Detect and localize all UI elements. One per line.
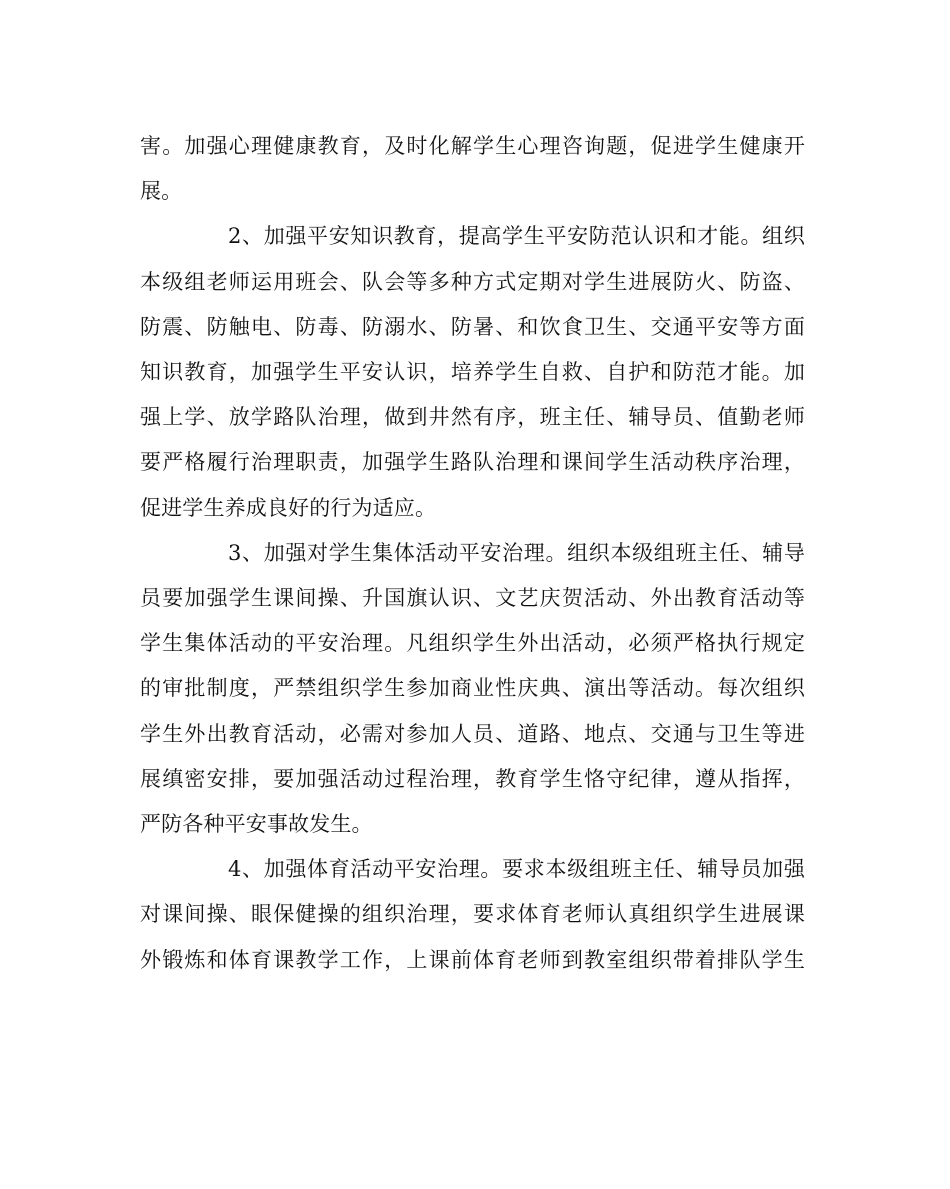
text-line: 外锻炼和体育课教学工作，上课前体育老师到教室组织带着排队学生 [140, 947, 805, 972]
text-line: 防震、防触电、防毒、防溺水、防暑、和饮食卫生、交通平安等方面 [140, 314, 805, 339]
text-line: 4、加强体育活动平安治理。要求本级组班主任、辅导员加强 [228, 857, 805, 882]
text-line: 对课间操、眼保健操的组织治理，要求体育老师认真组织学生进展课 [140, 902, 805, 927]
text-line: 学生外出教育活动，必需对参加人员、道路、地点、交通与卫生等进 [140, 721, 805, 746]
text-line: 严防各种平安事故发生。 [140, 812, 373, 837]
text-line: 要严格履行治理职责，加强学生路队治理和课间学生活动秩序治理， [140, 450, 805, 475]
text-line: 强上学、放学路队治理，做到井然有序，班主任、辅导员、值勤老师 [140, 405, 805, 430]
text-line: 学生集体活动的平安治理。凡组织学生外出活动，必须严格执行规定 [140, 631, 805, 656]
text-line: 促进学生养成良好的行为适应。 [140, 495, 437, 520]
text-line: 3、加强对学生集体活动平安治理。组织本级组班主任、辅导 [228, 540, 805, 565]
text-line: 展缜密安排，要加强活动过程治理，教育学生恪守纪律，遵从指挥， [140, 766, 805, 791]
text-line: 知识教育，加强学生平安认识，培养学生自救、自护和防范才能。加 [140, 360, 805, 385]
paragraph-item-3 [140, 531, 805, 847]
document-body [140, 124, 805, 983]
paragraph-1-continuation [140, 124, 805, 214]
paragraph-item-4 [140, 847, 805, 983]
text-line: 害。加强心理健康教育，及时化解学生心理咨询题，促进学生健康开 [140, 134, 805, 158]
text-line: 本级组老师运用班会、队会等多种方式定期对学生进展防火、防盗、 [140, 269, 805, 294]
paragraph-item-2 [140, 214, 805, 530]
text-line: 员要加强学生课间操、升国旗认识、文艺庆贺活动、外出教育活动等 [140, 586, 805, 611]
text-line: 的审批制度，严禁组织学生参加商业性庆典、演出等活动。每次组织 [140, 676, 805, 701]
text-line: 2、加强平安知识教育，提高学生平安防范认识和才能。组织 [228, 224, 805, 249]
text-line: 展。 [140, 179, 183, 204]
